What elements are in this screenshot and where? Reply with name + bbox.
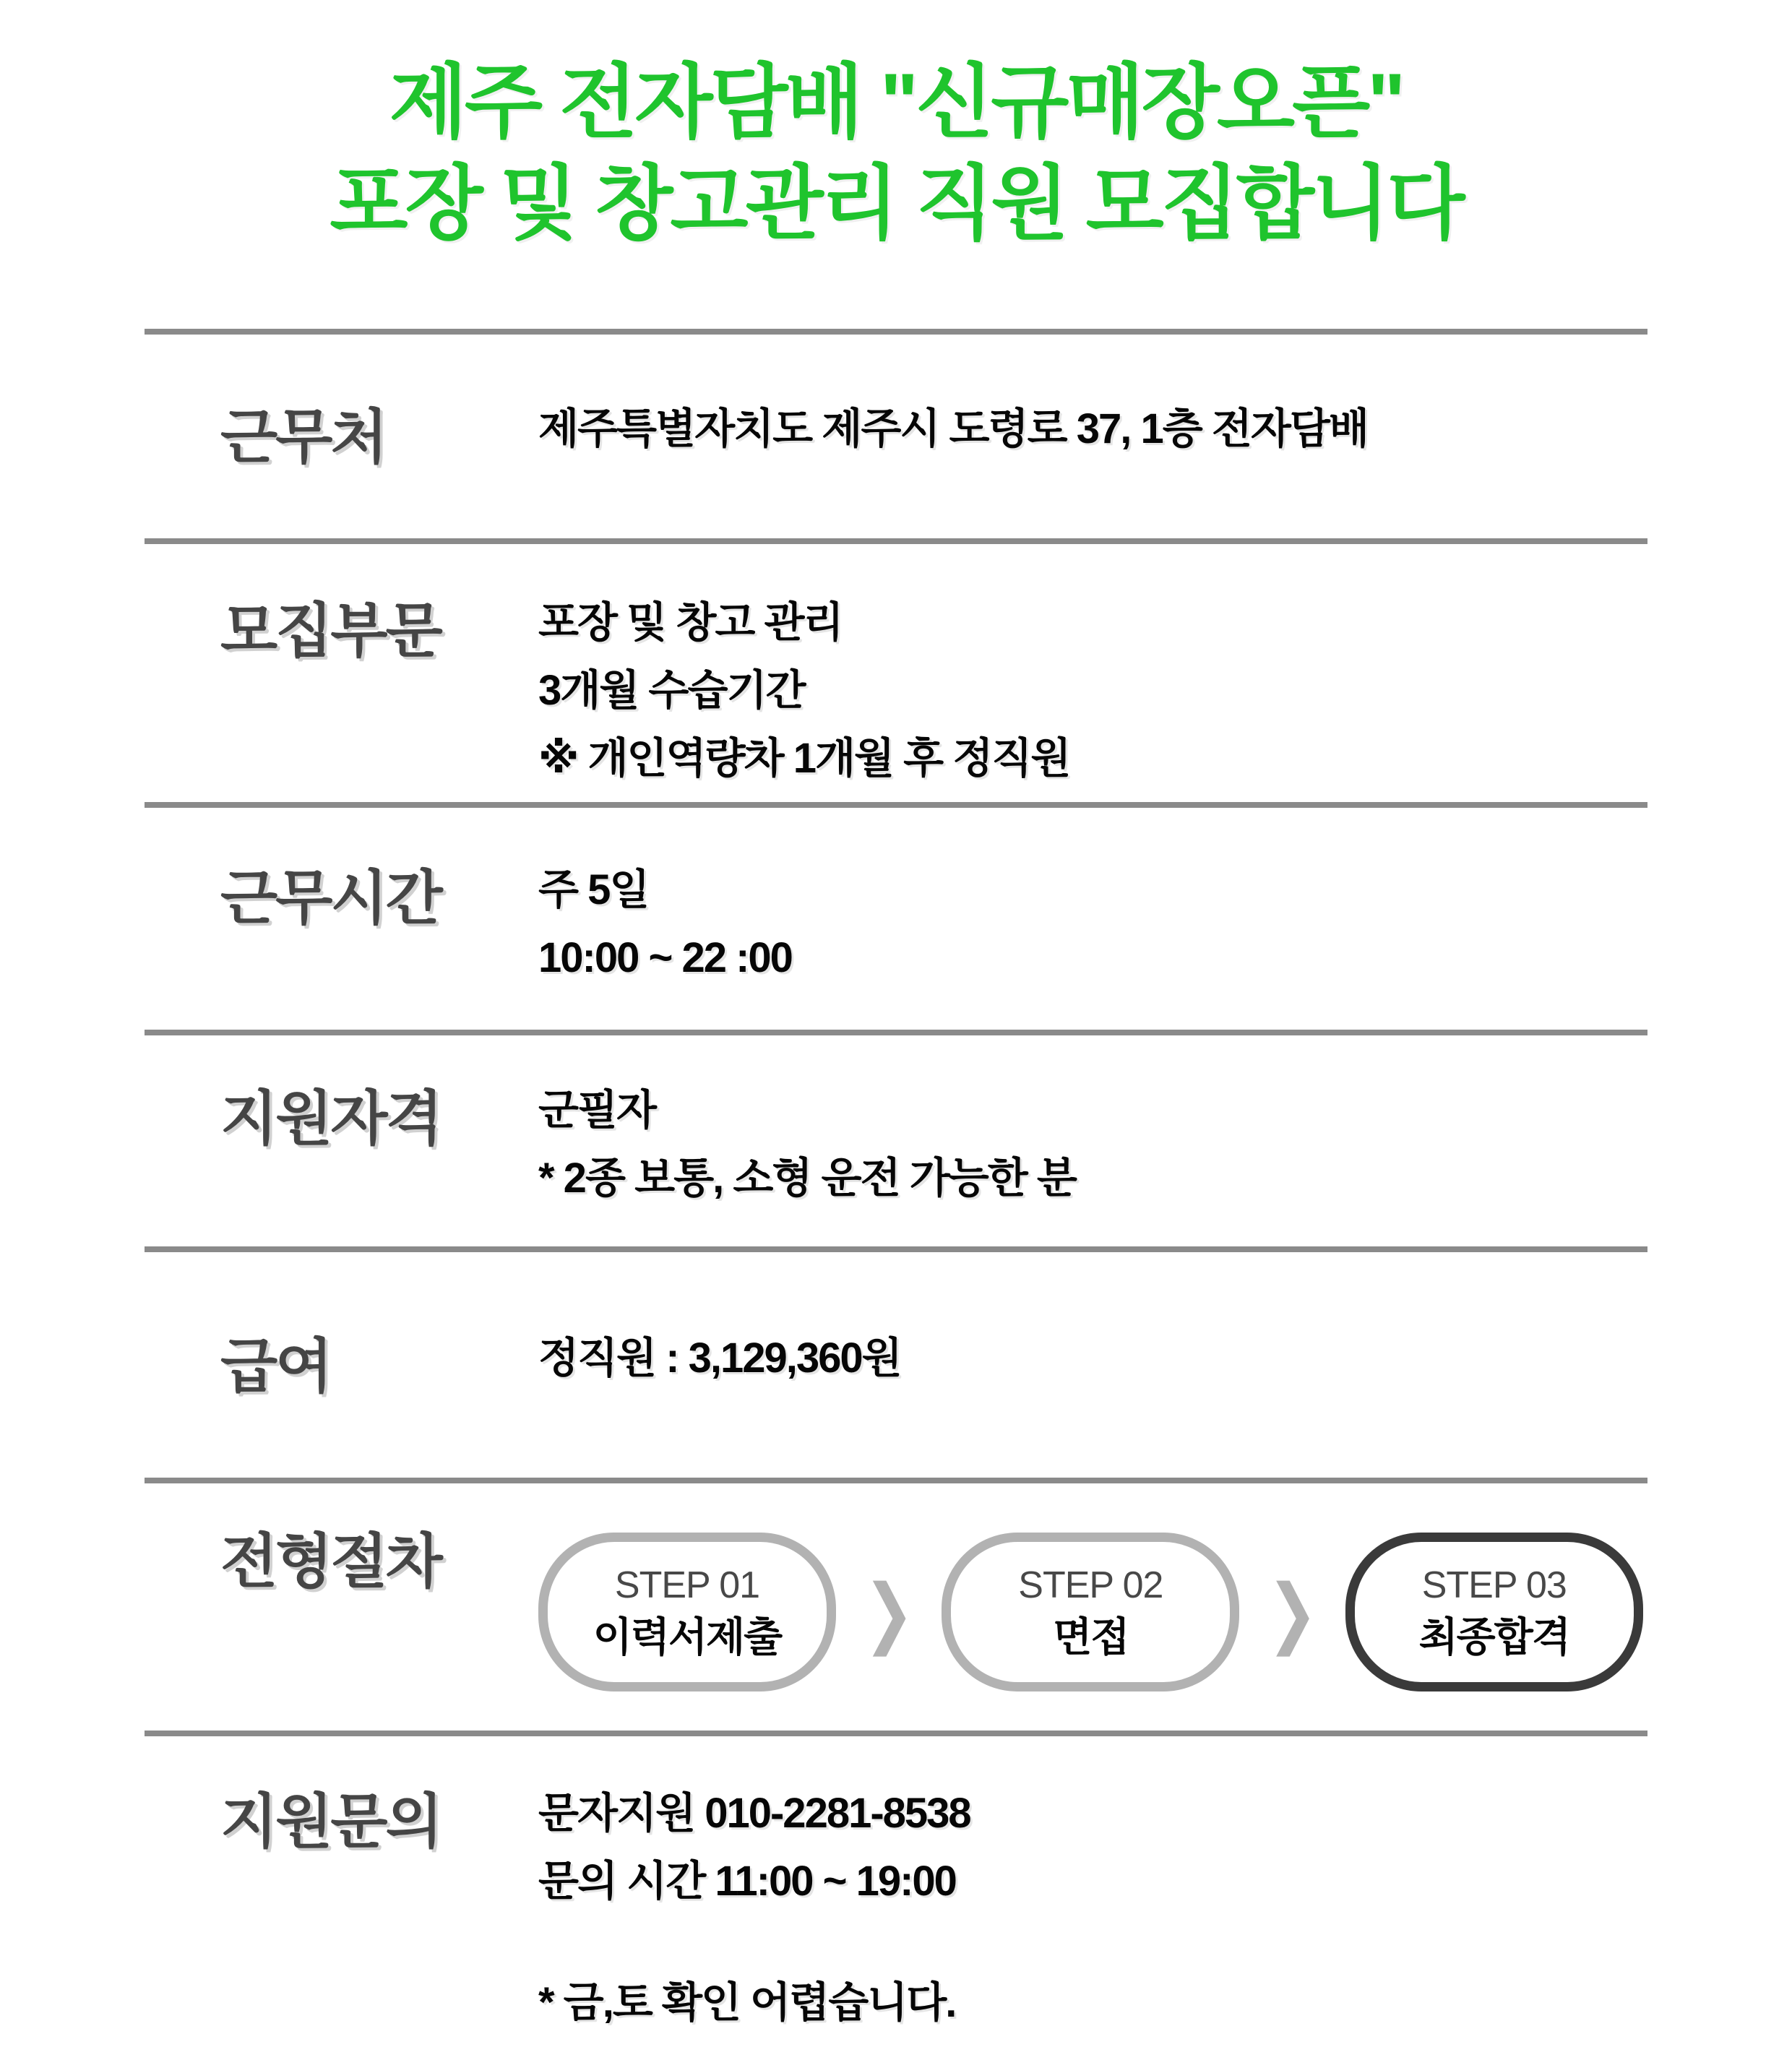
qualifications-value	[538, 1087, 1647, 1225]
selection-process-value	[538, 1533, 1647, 1691]
contact-phone: 문자지원 010-2281-8538	[538, 1790, 970, 1837]
step-1-name: 이력서제출	[593, 1614, 782, 1660]
qualifications-label: 지원자격	[220, 1086, 441, 1152]
page-title	[0, 0, 1792, 329]
info-table	[145, 329, 1647, 2060]
working-hours-label: 근무시간	[220, 866, 441, 931]
positions-value	[538, 599, 1647, 806]
page-title-line-2: 포장 및 창고관리 직원 모집합니다	[329, 158, 1463, 249]
positions-line: 3개월 수습기간	[538, 667, 805, 714]
selection-process-label: 전형절차	[220, 1529, 441, 1595]
contact-hours: 문의 시간 11:00 ~ 19:00	[538, 1858, 956, 1905]
working-hours-time: 10:00 ~ 22 :00	[538, 934, 792, 981]
row-selection-process	[145, 1478, 1647, 1731]
positions-line: 포장 및 창고 관리	[538, 599, 843, 646]
contact-label: 지원문의	[220, 1789, 441, 1855]
workplace-label: 근무처	[220, 405, 386, 470]
salary-label: 급여	[220, 1334, 331, 1400]
step-3-number: STEP 03	[1421, 1564, 1567, 1606]
row-qualifications	[145, 1030, 1647, 1246]
step-1-number: STEP 01	[614, 1564, 760, 1606]
working-hours-value	[538, 866, 1647, 1005]
step-pill-3	[1345, 1533, 1643, 1691]
row-positions	[145, 538, 1647, 802]
step-2-name: 면접	[1053, 1614, 1129, 1660]
page-title-line-1: 제주 전자담배 "신규매장오픈"	[389, 57, 1403, 147]
row-workplace	[145, 329, 1647, 538]
positions-label: 모집부문	[220, 598, 441, 664]
positions-note: ※ 개인역량차 1개월 후 정직원	[538, 735, 1070, 782]
chevron-right-icon: ❯	[863, 1569, 915, 1655]
workplace-address: 제주특별자치도 제주시 도령로 37, 1층 전자담배	[538, 405, 1368, 452]
salary-value	[538, 1337, 1647, 1405]
chevron-right-icon: ❯	[1267, 1569, 1318, 1655]
step-pill-1	[538, 1533, 836, 1691]
salary-amount: 정직원 : 3,129,360원	[538, 1335, 901, 1382]
working-hours-days: 주 5일	[538, 866, 649, 913]
qualifications-line: 군필자	[538, 1087, 656, 1134]
row-contact	[145, 1731, 1647, 2060]
row-salary	[145, 1246, 1647, 1478]
step-pill-2	[942, 1533, 1239, 1691]
qualifications-note: * 2종 보통, 소형 운전 가능한 분	[538, 1155, 1076, 1202]
contact-value	[538, 1790, 1647, 2050]
workplace-value	[538, 405, 1647, 476]
contact-note: * 금,토 확인 어렵습니다.	[538, 1979, 956, 2026]
step-2-number: STEP 02	[1018, 1564, 1163, 1606]
row-working-hours	[145, 802, 1647, 1030]
step-3-name: 최종합격	[1418, 1614, 1569, 1660]
process-steps	[538, 1533, 1647, 1691]
